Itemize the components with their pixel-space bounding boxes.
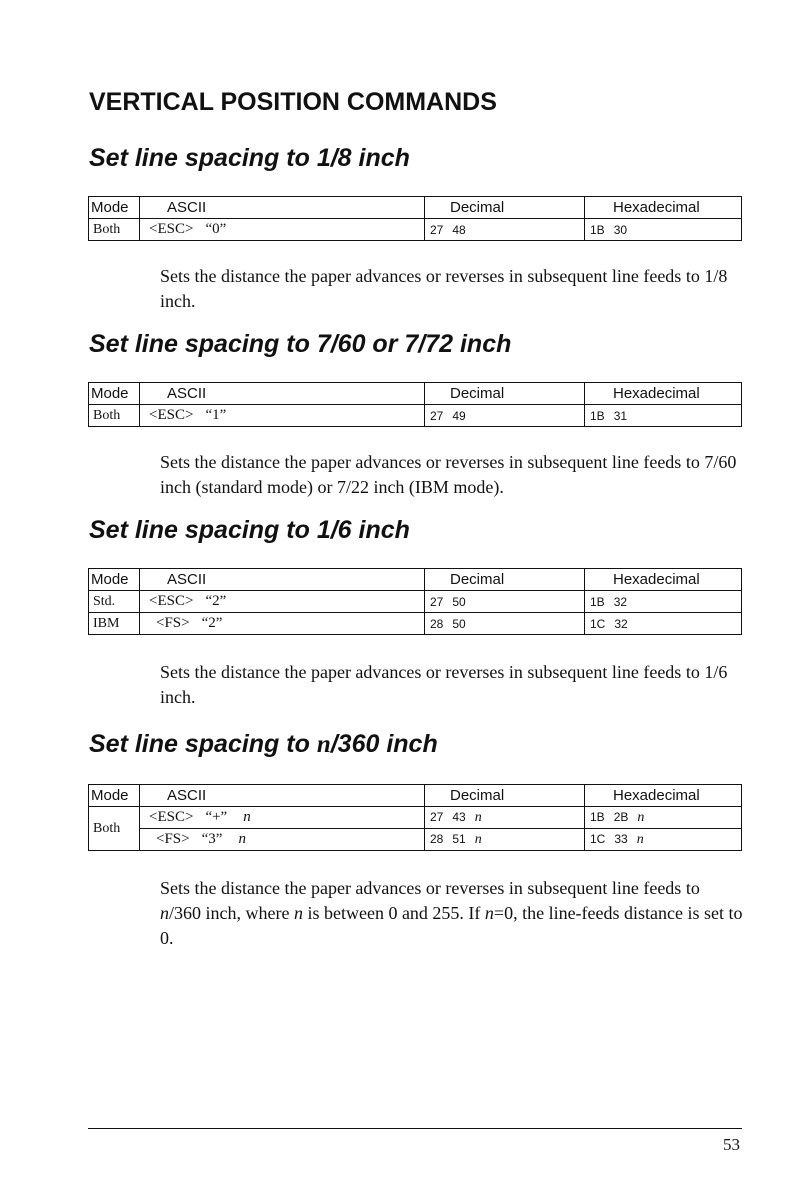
row-mode: Both [89,807,140,851]
row-ascii: <FS> “2” [140,613,425,635]
header-decimal: Decimal [425,785,585,807]
command-table [88,784,742,851]
header-mode: Mode [89,383,140,405]
table-row [89,219,742,241]
row-decimal: 27 48 [425,219,585,241]
command-table [88,382,742,427]
page-number: 53 [723,1135,740,1154]
header-ascii: ASCII [140,197,425,219]
row-decimal: 28 51 n [425,829,585,851]
row-hex: 1B 30 [585,219,742,241]
row-decimal: 27 50 [425,591,585,613]
row-mode: IBM [89,613,140,635]
row-ascii: <ESC> “0” [140,219,425,241]
row-ascii: <FS> “3” n [140,829,425,851]
section-description: Sets the distance the paper advances or reverses in subsequent line feeds to 7/60 inch (standard mode) or 7/22 inch (IBM mode). [160,452,737,497]
section-title: Set line spacing to 7/60 or 7/72 inch [89,330,512,358]
row-hex: 1B 31 [585,405,742,427]
row-decimal: 27 49 [425,405,585,427]
header-hex: Hexadecimal [585,785,742,807]
header-decimal: Decimal [425,197,585,219]
row-mode: Both [89,219,140,241]
section-title: Set line spacing to 1/6 inch [89,516,410,544]
command-table [88,568,742,635]
table-row [89,405,742,427]
table-header-row [89,197,742,219]
table-row [89,829,742,851]
header-decimal: Decimal [425,383,585,405]
section-title: Set line spacing to n/360 inch [89,730,438,758]
row-ascii: <ESC> “+” n [140,807,425,829]
table-header-row [89,383,742,405]
table-row [89,591,742,613]
row-hex: 1C 33 n [585,829,742,851]
section-description: Sets the distance the paper advances or reverses in subsequent line feeds to 1/6 inch. [160,662,728,707]
table-header-row [89,569,742,591]
table-header-row [89,785,742,807]
header-ascii: ASCII [140,785,425,807]
footer-rule [88,1128,742,1129]
header-ascii: ASCII [140,383,425,405]
table-row [89,807,742,829]
row-decimal: 27 43 n [425,807,585,829]
header-ascii: ASCII [140,569,425,591]
row-mode: Both [89,405,140,427]
row-ascii: <ESC> “1” [140,405,425,427]
header-mode: Mode [89,785,140,807]
section-description: Sets the distance the paper advances or reverses in subsequent line feeds to n/360 inch, where n is between 0 and 255. If n=0, the line-feeds distance is set to 0. [160,878,743,948]
row-hex: 1B 32 [585,591,742,613]
section-title: Set line spacing to 1/8 inch [89,144,410,172]
row-mode: Std. [89,591,140,613]
row-ascii: <ESC> “2” [140,591,425,613]
row-hex: 1B 2B n [585,807,742,829]
table-row [89,613,742,635]
header-hex: Hexadecimal [585,383,742,405]
row-hex: 1C 32 [585,613,742,635]
header-mode: Mode [89,569,140,591]
header-hex: Hexadecimal [585,569,742,591]
section-description: Sets the distance the paper advances or reverses in subsequent line feeds to 1/8 inch. [160,266,728,311]
command-table [88,196,742,241]
header-mode: Mode [89,197,140,219]
row-decimal: 28 50 [425,613,585,635]
header-decimal: Decimal [425,569,585,591]
page-heading: VERTICAL POSITION COMMANDS [89,88,497,116]
header-hex: Hexadecimal [585,197,742,219]
